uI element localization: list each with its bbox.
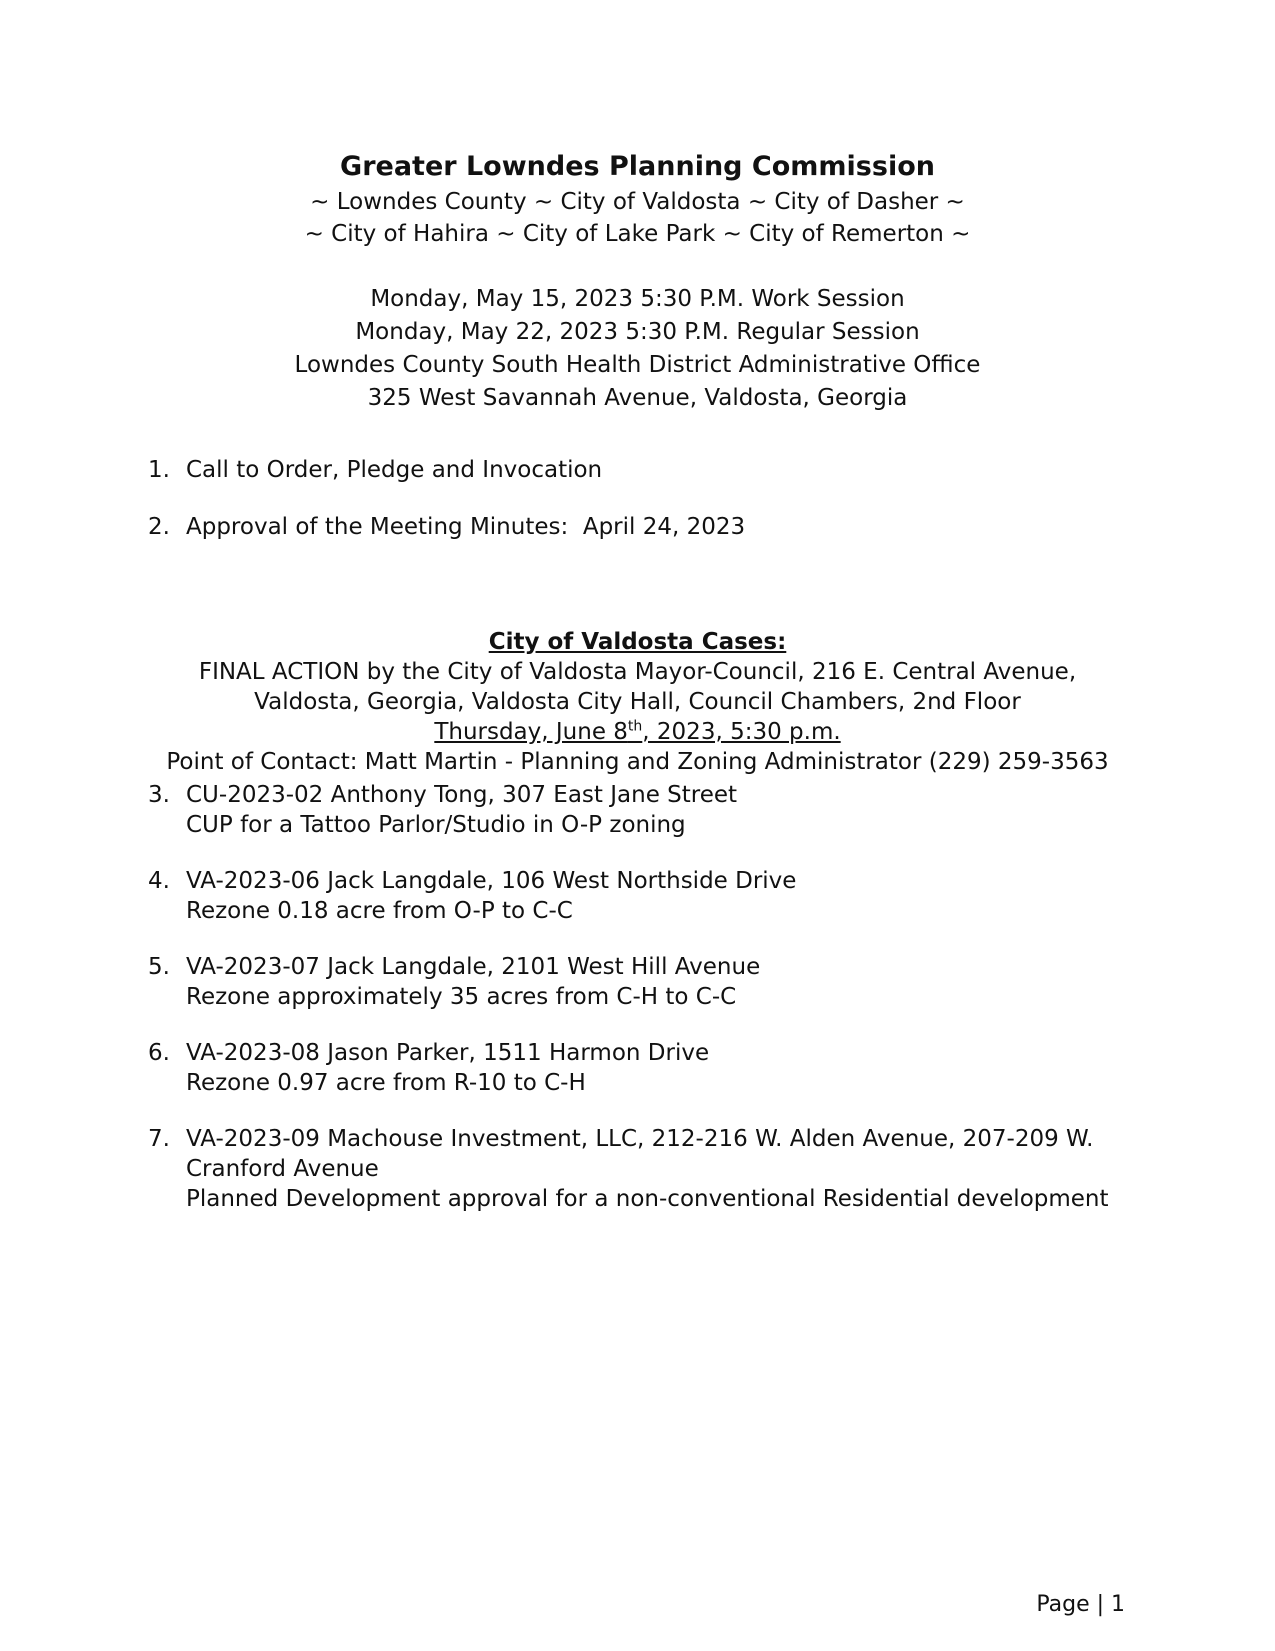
case-number: 3. [148, 782, 170, 808]
member-jurisdictions [0, 186, 1275, 250]
section-heading: City of Valdosta Cases: [488, 629, 787, 655]
agenda-item-number: 1. [148, 457, 170, 483]
valdosta-cases-header [0, 627, 1275, 777]
page-number: Page | 1 [1036, 1592, 1125, 1617]
date-main: Thursday, June 8 [434, 719, 628, 745]
date-rest: , 2023, 5:30 p.m. [642, 719, 841, 745]
case-description: Rezone approximately 35 acres from C-H to C-C [186, 984, 737, 1010]
work-session-line: Monday, May 15, 2023 5:30 P.M. Work Session [370, 286, 905, 312]
date-ordinal: th [627, 718, 643, 735]
case-title: VA-2023-09 Machouse Investment, LLC, 212-216 W. Alden Avenue, 207-209 W. [186, 1126, 1094, 1152]
agenda-item-number: 2. [148, 514, 170, 540]
case-number: 4. [148, 868, 170, 894]
meeting-info [0, 283, 1275, 415]
meeting-location: Lowndes County South Health District Administrative Office [294, 352, 981, 378]
agenda-item-text: Call to Order, Pledge and Invocation [186, 457, 603, 483]
case-title: VA-2023-08 Jason Parker, 1511 Harmon Drive [186, 1040, 710, 1066]
case-title: CU-2023-02 Anthony Tong, 307 East Jane Street [186, 782, 738, 808]
case-description: CUP for a Tattoo Parlor/Studio in O-P zoning [186, 812, 686, 838]
final-action-date [0, 717, 1275, 747]
case-title-continued: Cranford Avenue [186, 1156, 379, 1182]
meeting-address: 325 West Savannah Avenue, Valdosta, Georgia [367, 385, 908, 411]
case-title: VA-2023-06 Jack Langdale, 106 West Northside Drive [186, 868, 797, 894]
regular-session-line: Monday, May 22, 2023 5:30 P.M. Regular Session [355, 319, 920, 345]
document-title: Greater Lowndes Planning Commission [340, 151, 935, 182]
case-number: 7. [148, 1126, 170, 1152]
case-title: VA-2023-07 Jack Langdale, 2101 West Hill Avenue [186, 954, 761, 980]
final-action-line-2: Valdosta, Georgia, Valdosta City Hall, Council Chambers, 2nd Floor [254, 689, 1021, 715]
case-number: 5. [148, 954, 170, 980]
cities-line-2: ~ City of Hahira ~ City of Lake Park ~ City of Remerton ~ [304, 221, 971, 247]
point-of-contact: Point of Contact: Matt Martin - Planning and Zoning Administrator (229) 259-3563 [166, 749, 1109, 775]
final-action-line-1: FINAL ACTION by the City of Valdosta Mayor-Council, 216 E. Central Avenue, [198, 659, 1077, 685]
agenda-item-text: Approval of the Meeting Minutes: April 24, 2023 [186, 514, 746, 540]
case-description: Rezone 0.18 acre from O-P to C-C [186, 898, 573, 924]
case-description: Rezone 0.97 acre from R-10 to C-H [186, 1070, 586, 1096]
case-number: 6. [148, 1040, 170, 1066]
case-description: Planned Development approval for a non-conventional Residential development [186, 1186, 1109, 1212]
cities-line-1: ~ Lowndes County ~ City of Valdosta ~ City of Dasher ~ [310, 189, 965, 215]
